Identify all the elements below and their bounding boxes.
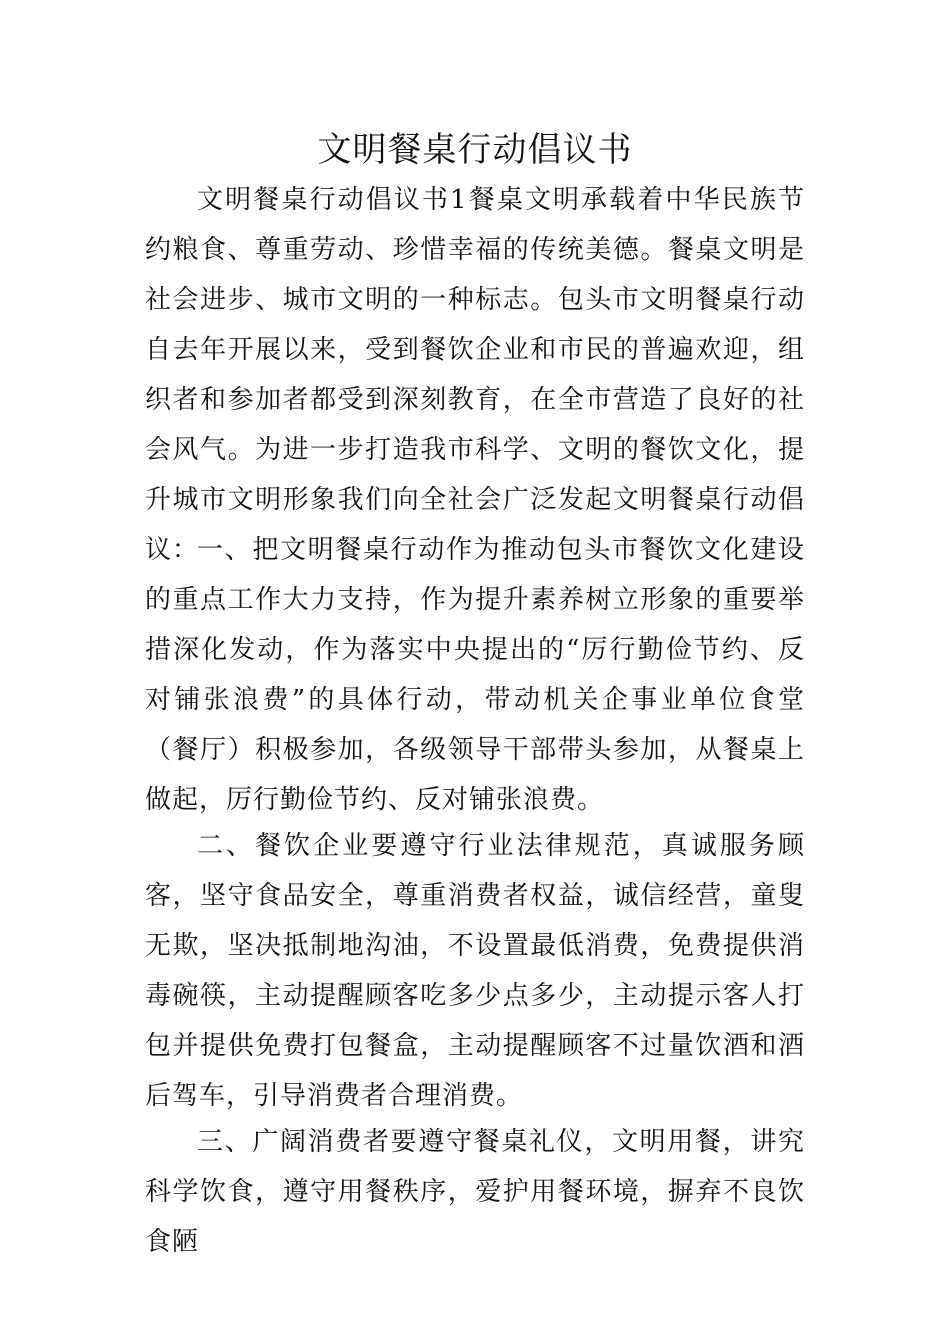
document-title: 文明餐桌行动倡议书 (317, 130, 633, 170)
paragraph-intro: 文明餐桌行动倡议书1餐桌文明承载着中华民族节约粮食、尊重劳动、珍惜幸福的传统美德。餐桌文明是社会进步、城市文明的一种标志。包头市文明餐桌行动自去年开展以来，受到餐饮企业和市民的普遍欢迎，组织者和参加者都受到深刻教育，在全市营造了良好的社会风气。为进一步打造我市科学、文明的餐饮文化，提升城市文明形象我们向全社会广泛发起文明餐桌行动倡议： (145, 185, 805, 565)
paragraph-item-1: 一、把文明餐桌行动作为推动包头市餐饮文化建设的重点工作大力支持，作为提升素养树立形象的重要举措深化发动，作为落实中央提出的“厉行勤俭节约、反对铺张浪费”的具体行动，带动机关企事业单位食堂（餐厅）积极参加，各级领导干部带头参加，从餐桌上做起，厉行勤俭节约、反对铺张浪费。 (145, 535, 805, 815)
paragraph-item-3: 三、广阔消费者要遵守餐桌礼仪，文明用餐，讲究科学饮食，遵守用餐秩序，爱护用餐环境，摒弃不良饮食陋 (145, 1127, 805, 1257)
paragraph-item-2: 二、餐饮企业要遵守行业法律规范，真诚服务顾客，坚守食品安全，尊重消费者权益，诚信经营，童叟无欺，坚决抵制地沟油，不设置最低消费，免费提供消毒碗筷，主动提醒顾客吃多少点多少，主动提示客人打包并提供免费打包餐盒，主动提醒顾客不过量饮酒和酒后驾车，引导消费者合理消费。 (145, 831, 805, 1111)
